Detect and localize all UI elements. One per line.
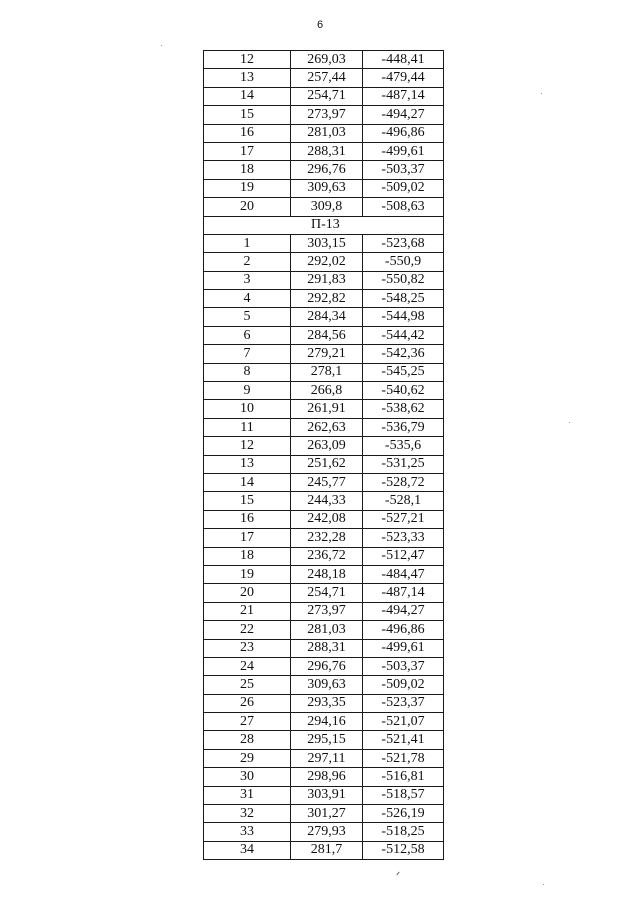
x-value-cell: 254,71 <box>291 584 363 602</box>
y-value-cell: -509,02 <box>363 179 444 197</box>
table-row <box>204 823 444 841</box>
x-value-cell: 291,83 <box>291 271 363 289</box>
x-value-cell: 273,97 <box>291 602 363 620</box>
point-number-cell: 24 <box>204 657 291 675</box>
y-value-cell: -544,42 <box>363 326 444 344</box>
y-value-cell: -535,6 <box>363 437 444 455</box>
y-value-cell: -479,44 <box>363 69 444 87</box>
point-number-cell: 3 <box>204 271 291 289</box>
y-value-cell: -508,63 <box>363 198 444 216</box>
y-value-cell: -494,27 <box>363 602 444 620</box>
y-value-cell: -518,57 <box>363 786 444 804</box>
table-row <box>204 382 444 400</box>
table-row <box>204 510 444 528</box>
x-value-cell: 303,91 <box>291 786 363 804</box>
table-row <box>204 731 444 749</box>
x-value-cell: 248,18 <box>291 565 363 583</box>
y-value-cell: -496,86 <box>363 124 444 142</box>
y-value-cell: -496,86 <box>363 621 444 639</box>
point-number-cell: 22 <box>204 621 291 639</box>
point-number-cell: 4 <box>204 290 291 308</box>
y-value-cell: -542,36 <box>363 345 444 363</box>
scan-speck <box>543 884 544 885</box>
x-value-cell: 309,63 <box>291 179 363 197</box>
x-value-cell: 236,72 <box>291 547 363 565</box>
point-number-cell: 5 <box>204 308 291 326</box>
coordinates-table-body <box>204 51 444 860</box>
table-row <box>204 87 444 105</box>
table-row <box>204 621 444 639</box>
table-row <box>204 565 444 583</box>
x-value-cell: 254,71 <box>291 87 363 105</box>
point-number-cell: 17 <box>204 142 291 160</box>
coordinates-table <box>203 50 444 860</box>
table-row <box>204 786 444 804</box>
table-row <box>204 841 444 859</box>
y-value-cell: -544,98 <box>363 308 444 326</box>
table-row <box>204 161 444 179</box>
table-row <box>204 198 444 216</box>
table-row <box>204 106 444 124</box>
x-value-cell: 278,1 <box>291 363 363 381</box>
table-row <box>204 271 444 289</box>
x-value-cell: 297,11 <box>291 749 363 767</box>
y-value-cell: -509,02 <box>363 676 444 694</box>
x-value-cell: 309,63 <box>291 676 363 694</box>
table-row <box>204 179 444 197</box>
x-value-cell: 257,44 <box>291 69 363 87</box>
y-value-cell: -499,61 <box>363 639 444 657</box>
y-value-cell: -540,62 <box>363 382 444 400</box>
x-value-cell: 245,77 <box>291 473 363 491</box>
point-number-cell: 23 <box>204 639 291 657</box>
table-row <box>204 713 444 731</box>
point-number-cell: 27 <box>204 713 291 731</box>
table-row <box>204 676 444 694</box>
table-row <box>204 639 444 657</box>
table-row <box>204 124 444 142</box>
point-number-cell: 25 <box>204 676 291 694</box>
page-number: 6 <box>316 19 324 31</box>
y-value-cell: -512,47 <box>363 547 444 565</box>
x-value-cell: 301,27 <box>291 805 363 823</box>
point-number-cell: 28 <box>204 731 291 749</box>
x-value-cell: 303,15 <box>291 234 363 252</box>
table-row <box>204 253 444 271</box>
y-value-cell: -536,79 <box>363 418 444 436</box>
x-value-cell: 261,91 <box>291 400 363 418</box>
point-number-cell: 32 <box>204 805 291 823</box>
y-value-cell: -550,82 <box>363 271 444 289</box>
y-value-cell: -487,14 <box>363 584 444 602</box>
table-row <box>204 602 444 620</box>
scan-speck <box>569 422 570 423</box>
point-number-cell: 20 <box>204 584 291 602</box>
point-number-cell: 8 <box>204 363 291 381</box>
x-value-cell: 262,63 <box>291 418 363 436</box>
table-row <box>204 694 444 712</box>
point-number-cell: 10 <box>204 400 291 418</box>
x-value-cell: 279,93 <box>291 823 363 841</box>
table-row <box>204 749 444 767</box>
x-value-cell: 288,31 <box>291 142 363 160</box>
table-row <box>204 234 444 252</box>
y-value-cell: -523,68 <box>363 234 444 252</box>
pen-mark <box>396 872 399 876</box>
y-value-cell: -499,61 <box>363 142 444 160</box>
point-number-cell: 33 <box>204 823 291 841</box>
scan-speck <box>541 93 542 94</box>
x-value-cell: 309,8 <box>291 198 363 216</box>
point-number-cell: 18 <box>204 161 291 179</box>
section-label: П-13 <box>204 216 444 234</box>
point-number-cell: 7 <box>204 345 291 363</box>
x-value-cell: 295,15 <box>291 731 363 749</box>
x-value-cell: 232,28 <box>291 529 363 547</box>
x-value-cell: 284,56 <box>291 326 363 344</box>
y-value-cell: -484,47 <box>363 565 444 583</box>
table-row <box>204 529 444 547</box>
x-value-cell: 293,35 <box>291 694 363 712</box>
y-value-cell: -503,37 <box>363 161 444 179</box>
y-value-cell: -523,33 <box>363 529 444 547</box>
point-number-cell: 30 <box>204 768 291 786</box>
x-value-cell: 298,96 <box>291 768 363 786</box>
table-row <box>204 492 444 510</box>
point-number-cell: 13 <box>204 455 291 473</box>
y-value-cell: -538,62 <box>363 400 444 418</box>
point-number-cell: 17 <box>204 529 291 547</box>
point-number-cell: 15 <box>204 492 291 510</box>
table-row <box>204 584 444 602</box>
table-row <box>204 657 444 675</box>
point-number-cell: 16 <box>204 510 291 528</box>
point-number-cell: 15 <box>204 106 291 124</box>
x-value-cell: 251,62 <box>291 455 363 473</box>
y-value-cell: -528,72 <box>363 473 444 491</box>
point-number-cell: 18 <box>204 547 291 565</box>
point-number-cell: 12 <box>204 51 291 69</box>
point-number-cell: 29 <box>204 749 291 767</box>
x-value-cell: 294,16 <box>291 713 363 731</box>
point-number-cell: 19 <box>204 565 291 583</box>
x-value-cell: 292,82 <box>291 290 363 308</box>
x-value-cell: 281,03 <box>291 621 363 639</box>
x-value-cell: 296,76 <box>291 657 363 675</box>
x-value-cell: 242,08 <box>291 510 363 528</box>
table-row <box>204 308 444 326</box>
y-value-cell: -528,1 <box>363 492 444 510</box>
y-value-cell: -503,37 <box>363 657 444 675</box>
table-row <box>204 455 444 473</box>
point-number-cell: 31 <box>204 786 291 804</box>
x-value-cell: 292,02 <box>291 253 363 271</box>
point-number-cell: 9 <box>204 382 291 400</box>
x-value-cell: 269,03 <box>291 51 363 69</box>
point-number-cell: 13 <box>204 69 291 87</box>
y-value-cell: -527,21 <box>363 510 444 528</box>
point-number-cell: 1 <box>204 234 291 252</box>
coordinates-table-container <box>203 50 444 860</box>
y-value-cell: -526,19 <box>363 805 444 823</box>
y-value-cell: -550,9 <box>363 253 444 271</box>
x-value-cell: 244,33 <box>291 492 363 510</box>
point-number-cell: 14 <box>204 473 291 491</box>
table-row <box>204 768 444 786</box>
y-value-cell: -448,41 <box>363 51 444 69</box>
x-value-cell: 284,34 <box>291 308 363 326</box>
y-value-cell: -494,27 <box>363 106 444 124</box>
x-value-cell: 266,8 <box>291 382 363 400</box>
x-value-cell: 281,7 <box>291 841 363 859</box>
table-row <box>204 290 444 308</box>
point-number-cell: 26 <box>204 694 291 712</box>
y-value-cell: -521,07 <box>363 713 444 731</box>
table-row <box>204 363 444 381</box>
y-value-cell: -487,14 <box>363 87 444 105</box>
y-value-cell: -548,25 <box>363 290 444 308</box>
scan-speck <box>161 45 162 46</box>
x-value-cell: 273,97 <box>291 106 363 124</box>
point-number-cell: 2 <box>204 253 291 271</box>
y-value-cell: -516,81 <box>363 768 444 786</box>
x-value-cell: 263,09 <box>291 437 363 455</box>
point-number-cell: 16 <box>204 124 291 142</box>
y-value-cell: -531,25 <box>363 455 444 473</box>
point-number-cell: 21 <box>204 602 291 620</box>
x-value-cell: 288,31 <box>291 639 363 657</box>
point-number-cell: 20 <box>204 198 291 216</box>
table-row <box>204 345 444 363</box>
y-value-cell: -512,58 <box>363 841 444 859</box>
y-value-cell: -521,41 <box>363 731 444 749</box>
point-number-cell: 34 <box>204 841 291 859</box>
y-value-cell: -523,37 <box>363 694 444 712</box>
y-value-cell: -521,78 <box>363 749 444 767</box>
table-row <box>204 473 444 491</box>
table-row <box>204 400 444 418</box>
y-value-cell: -545,25 <box>363 363 444 381</box>
table-row <box>204 547 444 565</box>
y-value-cell: -518,25 <box>363 823 444 841</box>
table-row <box>204 437 444 455</box>
x-value-cell: 296,76 <box>291 161 363 179</box>
table-row <box>204 326 444 344</box>
point-number-cell: 14 <box>204 87 291 105</box>
point-number-cell: 11 <box>204 418 291 436</box>
point-number-cell: 19 <box>204 179 291 197</box>
point-number-cell: 12 <box>204 437 291 455</box>
table-row <box>204 69 444 87</box>
x-value-cell: 279,21 <box>291 345 363 363</box>
table-row <box>204 51 444 69</box>
point-number-cell: 6 <box>204 326 291 344</box>
x-value-cell: 281,03 <box>291 124 363 142</box>
table-row <box>204 142 444 160</box>
section-header-row <box>204 216 444 234</box>
table-row <box>204 418 444 436</box>
table-row <box>204 805 444 823</box>
